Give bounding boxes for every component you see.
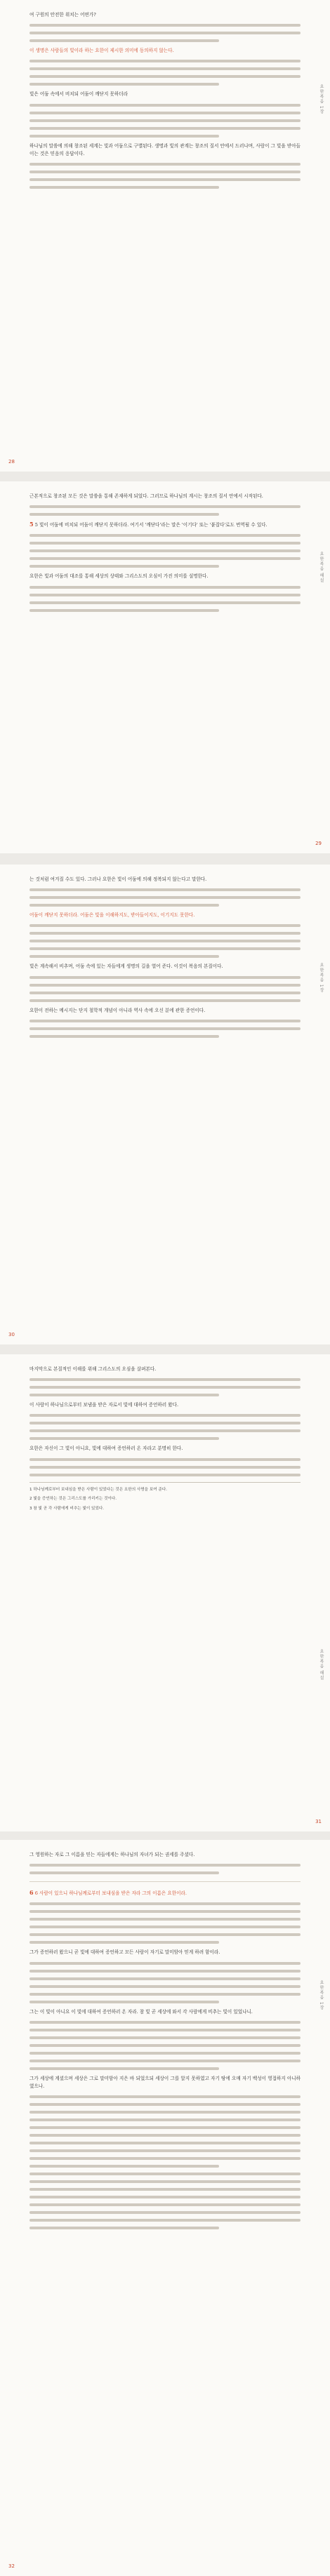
page-2	[0, 481, 330, 853]
paragraph: 빛은 계속해서 비추며, 어둠 속에 있는 자들에게 생명의 길을 열어 준다. 이것이 복음의 본질이다.	[29, 963, 223, 970]
footnotes	[29, 1482, 301, 1513]
paragraph: 이 사람이 하나님으로부터 보냄을 받은 자로서 빛에 대하여 증언하러 왔다.	[29, 1402, 179, 1408]
paragraph: 요한은 자신이 그 빛이 아니요, 빛에 대하여 증언하러 온 자라고 분명히 한다.	[29, 1446, 183, 1452]
page-number: 28	[8, 459, 15, 465]
paragraph: 그가 증언하러 왔으니 곧 빛에 대하여 증언하고 모든 사람이 자기로 말미암아 믿게 하려 함이라.	[29, 1949, 220, 1956]
page-3	[0, 865, 330, 1344]
paragraph: 는 것처럼 여겨질 수도 있다. 그러나 요한은 빛이 어둠에 의해 정복되지 않는다고 말한다.	[29, 876, 207, 882]
page-4	[0, 1354, 330, 1831]
running-header: 요한복음 1장	[319, 1980, 324, 2010]
paragraph: 근본적으로 창조된 모든 것은 말씀을 통해 존재하게 되었다. 그러므로 하나님의 계시는 창조의 질서 안에서 시작된다.	[29, 493, 263, 499]
verse-text: 6 사람이 있으니 하나님께로부터 보내심을 받은 자라 그의 이름은 요한이라.	[34, 1890, 187, 1897]
running-header: 요한복음 해설	[319, 1649, 324, 1681]
paragraph: 그 영원하는 자로 그 이름을 믿는 자들에게는 하나님의 자녀가 되는 권세를 주셨다.	[29, 1852, 195, 1857]
paragraph: 마지막으로 본질적인 이해를 위해 그리스도의 오심을 살펴본다.	[29, 1366, 157, 1372]
footnote: 1 하나님께로부터 보내심을 받은 사람이 있었다는 것은 요한의 사명을 보여 준다.	[29, 1487, 168, 1492]
verse-text: 5 빛이 어둠에 비치되 어둠이 깨닫지 못하더라. 여기서 '깨닫다'라는 말은 '이기다' 또는 '붙잡다'로도 번역될 수 있다.	[34, 522, 268, 528]
page-number: 29	[315, 841, 322, 846]
footnote: 2 빛을 증언하는 것은 그리스도를 가리키는 것이다.	[29, 1497, 117, 1502]
running-header: 요한복음 1장	[319, 963, 324, 993]
page-5	[0, 1840, 330, 2576]
highlight-heading: 이 생명은 사람들의 빛이라 하는 요한이 제시한 의미에 동의하지 않는다.	[29, 48, 174, 54]
page-1	[0, 0, 330, 472]
running-header: 요한복음 해설	[319, 552, 324, 583]
paragraph: 5 5 빛이 어둠에 비치되 어둠이 깨닫지 못하더라. 여기서 '깨닫다'라는 말은 '이기다' 또는 '붙잡다'로도 번역될 수 있다.	[29, 521, 268, 528]
paragraph: 그는 이 빛이 아니요 이 빛에 대하여 증언하러 온 자라. 참 빛 곧 세상에 와서 각 사람에게 비추는 빛이 있었나니.	[29, 2008, 253, 2015]
page-number: 30	[8, 1332, 15, 1337]
paragraph: 요한은 빛과 어둠의 대조를 통해 세상의 상태와 그리스도의 오심이 가진 의미를 설명한다.	[29, 573, 209, 580]
paragraph: 하나님의 말씀에 의해 창조된 세계는 빛과 어둠으로 구별된다. 생명과 빛의 관계는 창조의 질서 안에서 드러나며, 사람이 그 빛을 받아들이는 것은 믿음의 응답이다.	[29, 142, 301, 156]
page-number: 32	[8, 2563, 15, 2569]
paragraph: 그가 세상에 계셨으며 세상은 그로 말미암아 지은 바 되었으되 세상이 그를 알지 못하였고 자기 땅에 오매 자기 백성이 영접하지 아니하였으나.	[29, 2075, 301, 2090]
running-header: 요한복음 1장	[319, 84, 324, 114]
paragraph: 여 구원의 안전한 위치는 어떤가?	[29, 12, 96, 18]
paragraph: 6 6 사람이 있으니 하나님께로부터 보내심을 받은 자라 그의 이름은 요한이라.	[29, 1889, 187, 1897]
paragraph: 빛은 어둠 속에서 비치되 어둠이 깨닫지 못하더라	[29, 91, 128, 98]
page-number: 31	[315, 1819, 322, 1824]
footnote: 3 참 빛 곧 각 사람에게 비추는 빛이 있었다.	[29, 1506, 105, 1511]
paragraph: 요한이 전하는 메시지는 단지 철학적 개념이 아니라 역사 속에 오신 분에 관한 증언이다.	[29, 1007, 206, 1013]
highlight-heading: 어둠이 깨닫지 못하더라. 어둠은 빛을 이해하지도, 받아들이지도, 이기지도 못한다.	[29, 912, 195, 919]
